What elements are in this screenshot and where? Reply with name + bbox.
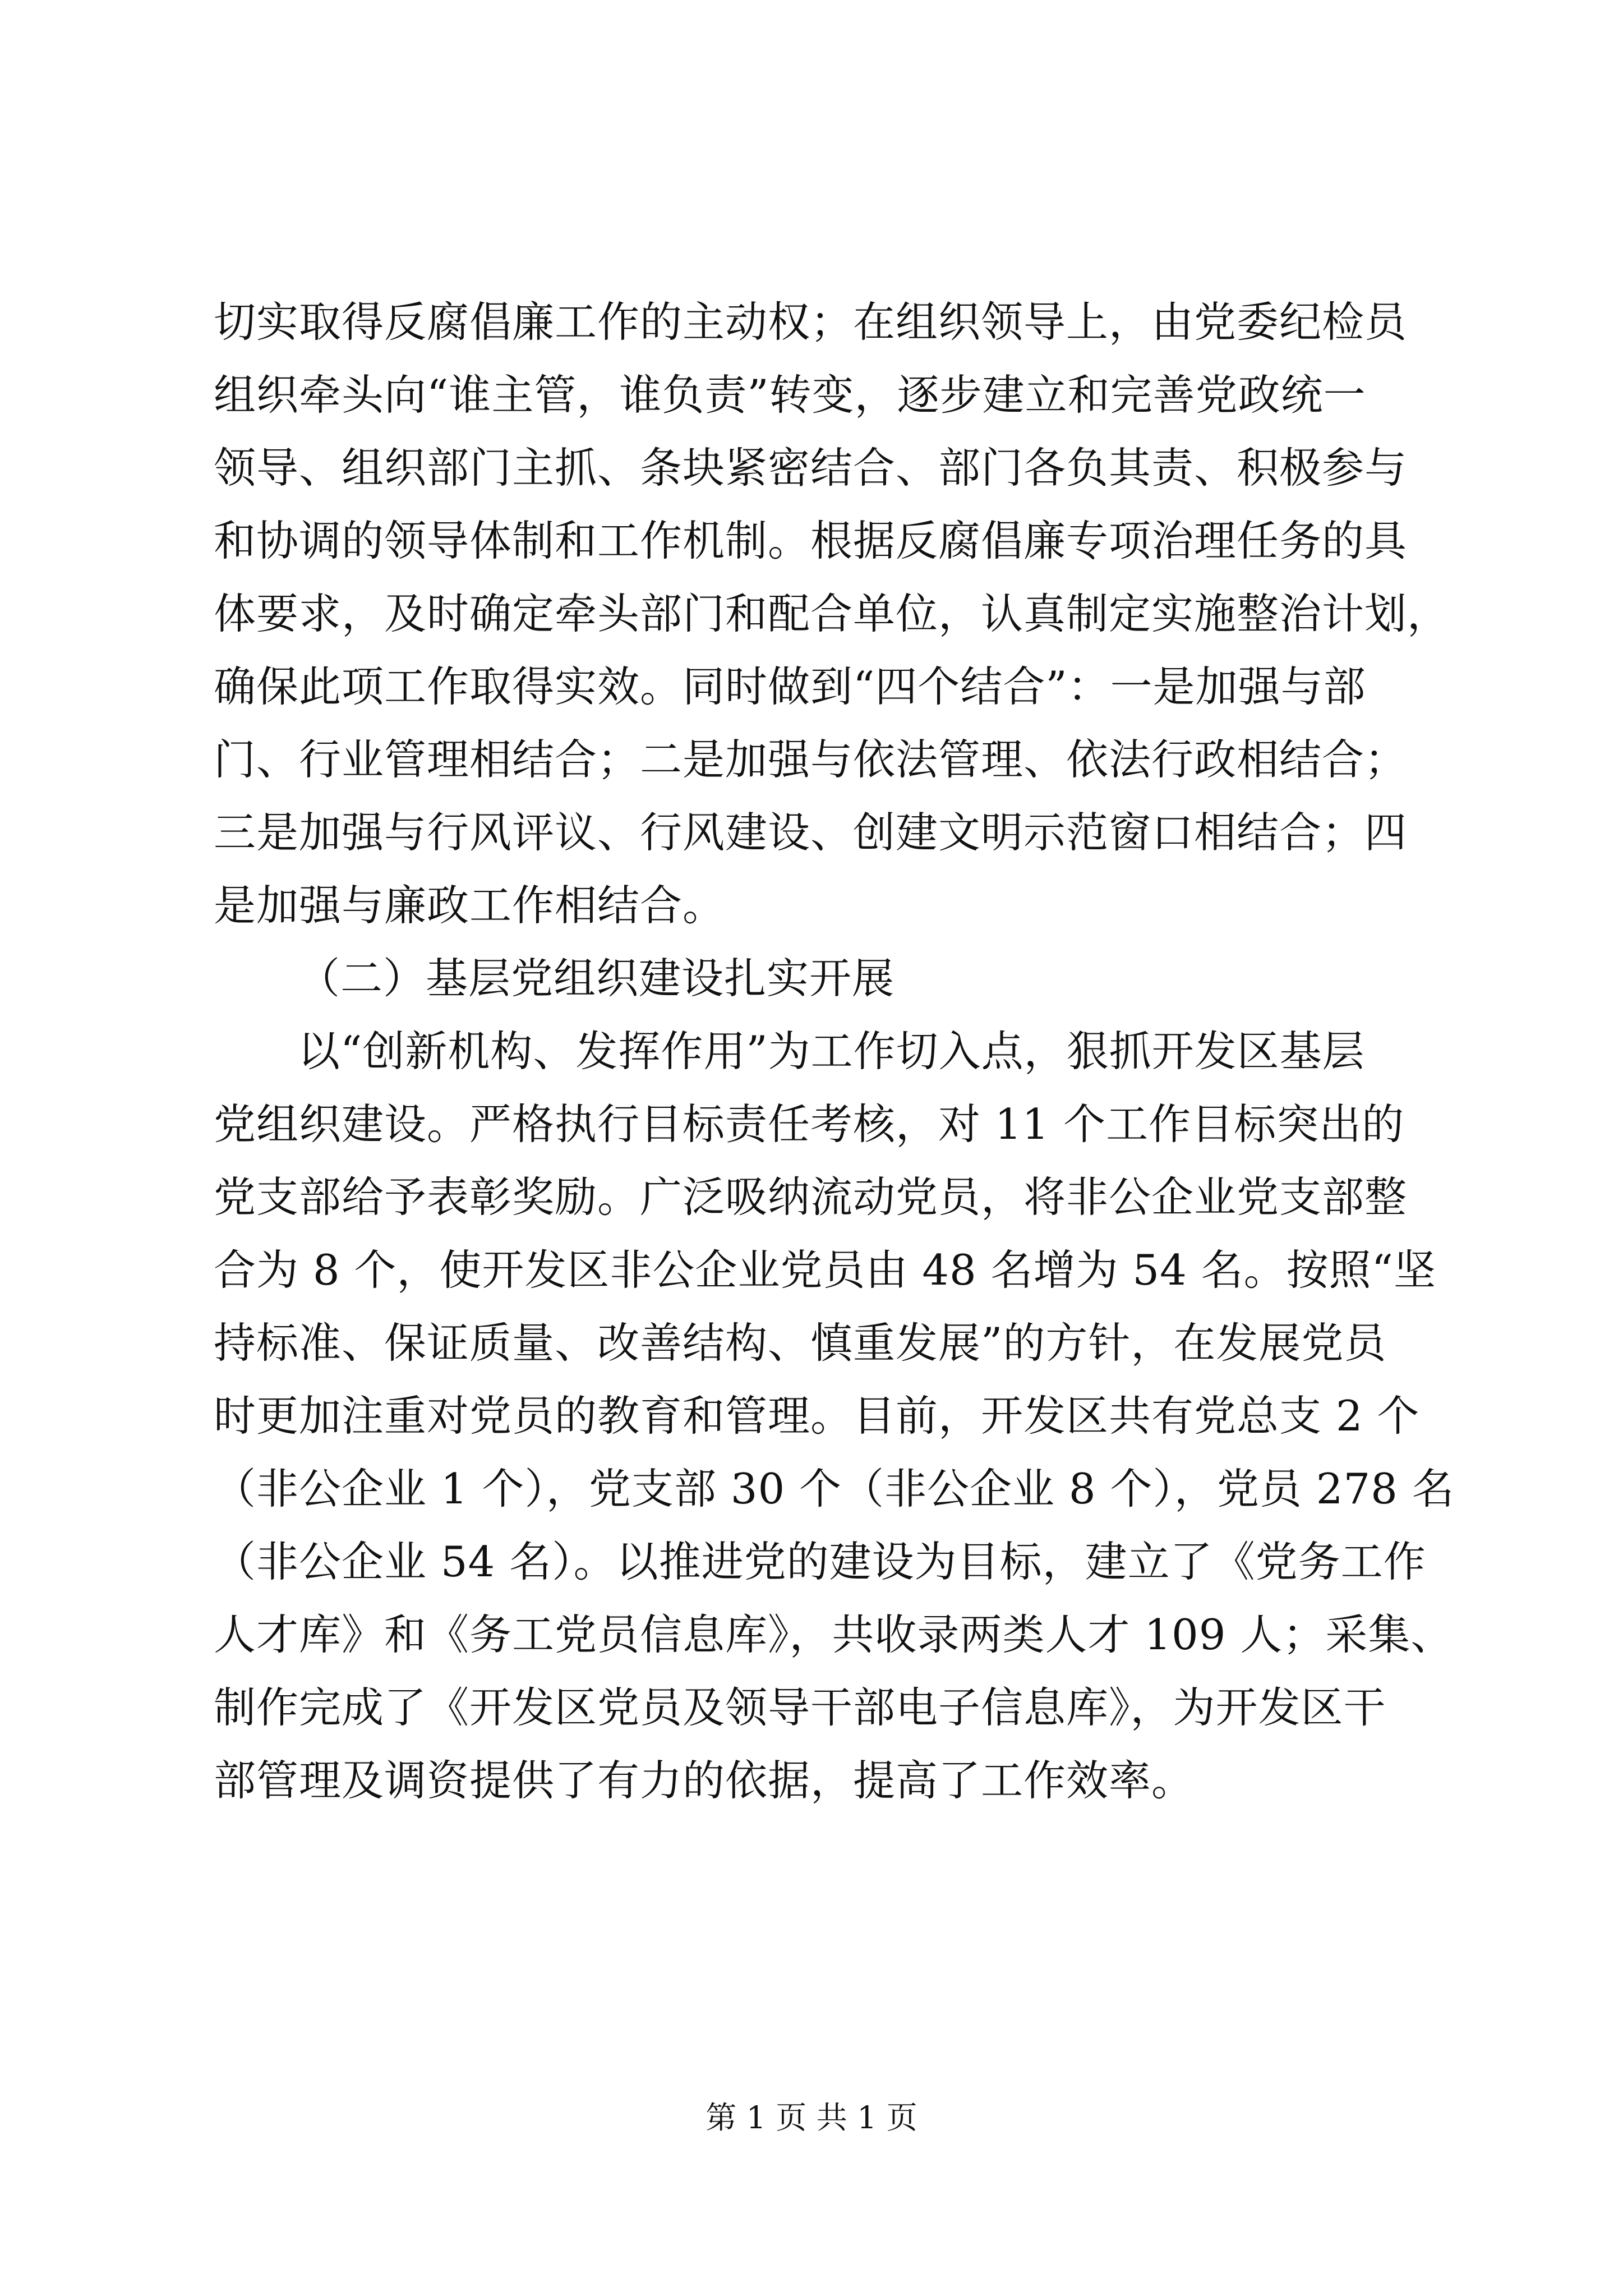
text-line: 确保此项工作取得实效。同时做到“四个结合”：一是加强与部 — [214, 662, 1366, 711]
text-line: 体要求，及时确定牵头部门和配合单位，认真制定实施整治计划， — [214, 589, 1450, 638]
text-line: 持标准、保证质量、改善结构、慎重发展”的方针，在发展党员 — [214, 1318, 1387, 1368]
text-line: 合为 8 个，使开发区非公企业党员由 48 名增为 54 名。按照“坚 — [214, 1245, 1436, 1295]
text-line: 领导、组织部门主抓、条块紧密结合、部门各负其责、积极参与 — [214, 443, 1408, 493]
text-line: 切实取得反腐倡廉工作的主动权；在组织领导上，由党委纪检员 — [214, 297, 1408, 347]
body-text — [214, 286, 1455, 1817]
text-line: 组织牵头向“谁主管，谁负责”转变，逐步建立和完善党政统一 — [214, 370, 1366, 420]
page-number-footer: 第 1 页 共 1 页 — [706, 2100, 917, 2136]
text-line: 是加强与廉政工作相结合。 — [214, 881, 726, 930]
text-line: 门、行业管理相结合；二是加强与依法管理、依法行政相结合； — [214, 735, 1408, 784]
text-line: 和协调的领导体制和工作机制。根据反腐倡廉专项治理任务的具 — [214, 516, 1408, 565]
text-line: 部管理及调资提供了有力的依据，提高了工作效率。 — [214, 1756, 1195, 1805]
text-line: 制作完成了《开发区党员及领导干部电子信息库》，为开发区干 — [214, 1683, 1386, 1732]
text-line: 三是加强与行风评议、行风建设、创建文明示范窗口相结合；四 — [214, 808, 1408, 857]
text-line: 党组织建设。严格执行目标责任考核，对 11 个工作目标突出的 — [214, 1099, 1405, 1149]
text-line: （非公企业 54 名）。以推进党的建设为目标，建立了《党务工作 — [214, 1537, 1426, 1586]
text-line: 党支部给予表彰奖励。广泛吸纳流动党员，将非公企业党支部整 — [214, 1172, 1408, 1222]
paragraph-start-line: 以“创新机构、发挥作用”为工作切入点，狠抓开发区基层 — [298, 1027, 1365, 1076]
text-line: 时更加注重对党员的教育和管理。目前，开发区共有党总支 2 个 — [214, 1391, 1420, 1441]
text-line: 人才库》和《务工党员信息库》，共收录两类人才 109 人；采集、 — [214, 1610, 1454, 1659]
section-heading: （二）基层党组织建设扎实开展 — [298, 954, 895, 1003]
text-line: （非公企业 1 个），党支部 30 个（非公企业 8 个），党员 278 名 — [214, 1464, 1455, 1513]
